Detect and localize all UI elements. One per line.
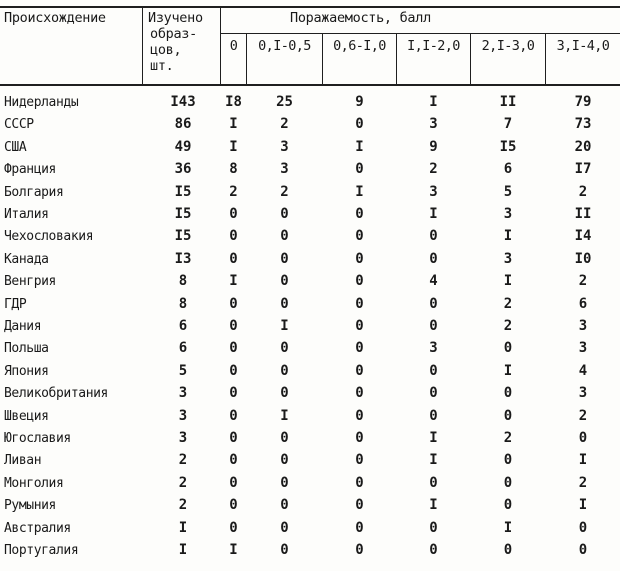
- studied-cell: 36: [174, 161, 192, 177]
- damage-cell-5: 73: [574, 116, 592, 132]
- country-cell: Венгрия: [4, 274, 56, 289]
- damage-cell-2: 0: [355, 161, 364, 177]
- studied-cell: 2: [178, 497, 188, 513]
- damage-cell-2: 0: [355, 452, 364, 468]
- table-row: [0, 540, 620, 561]
- damage-cell-2: 9: [355, 94, 364, 110]
- damage-header: Поражаемость, балл: [290, 10, 431, 26]
- studied-cell: 8: [178, 273, 188, 289]
- table-row: [0, 338, 620, 359]
- damage-cell-1: I: [280, 408, 289, 424]
- damage-cell-5: I4: [574, 228, 592, 244]
- country-cell: Великобритания: [4, 386, 108, 401]
- damage-cell-1: 3: [280, 161, 289, 177]
- damage-cell-3: 0: [429, 542, 438, 558]
- damage-cell-5: I: [578, 452, 588, 468]
- damage-cell-0: I: [229, 116, 238, 132]
- studied-cell: 6: [178, 318, 188, 334]
- damage-cell-0: 0: [229, 363, 238, 379]
- damage-cell-1: I: [280, 318, 289, 334]
- damage-cell-3: 0: [429, 520, 438, 536]
- damage-cell-1: 0: [280, 452, 289, 468]
- damage-cell-5: 0: [578, 430, 588, 446]
- studied-cell: 2: [178, 452, 188, 468]
- damage-cell-2: 0: [355, 363, 364, 379]
- damage-cell-4: 3: [503, 206, 513, 222]
- damage-col-header: 2,I-3,0: [481, 38, 535, 54]
- country-cell: США: [4, 140, 27, 155]
- damage-cell-3: 0: [429, 228, 438, 244]
- country-cell: Чехословакия: [4, 229, 94, 244]
- damage-cell-4: 0: [503, 385, 513, 401]
- damage-cell-1: 0: [280, 385, 289, 401]
- studied-cell: 86: [174, 116, 192, 132]
- subheader-rule: [220, 33, 620, 34]
- table-row: [0, 226, 620, 247]
- damage-cell-4: I5: [499, 139, 517, 155]
- damage-cell-4: I: [503, 520, 513, 536]
- table-row: [0, 495, 620, 516]
- damage-cell-1: 0: [280, 520, 289, 536]
- damage-cell-0: 0: [229, 520, 238, 536]
- country-cell: Монголия: [4, 476, 64, 491]
- damage-cell-2: 0: [355, 273, 364, 289]
- damage-col-header: 0,I-0,5: [258, 38, 311, 54]
- damage-cell-4: I: [503, 228, 513, 244]
- damage-cell-0: 8: [229, 161, 238, 177]
- damage-cell-3: I: [429, 497, 438, 513]
- damage-cell-0: I8: [225, 94, 242, 110]
- damage-cell-1: 3: [280, 139, 289, 155]
- damage-cell-5: 79: [574, 94, 592, 110]
- damage-cell-4: I: [503, 273, 513, 289]
- studied-cell: I5: [174, 184, 192, 200]
- damage-cell-2: 0: [355, 408, 364, 424]
- damage-cell-4: 5: [503, 184, 513, 200]
- studied-cell: 3: [178, 408, 188, 424]
- damage-cell-5: II: [574, 206, 592, 222]
- damage-cell-5: 3: [578, 385, 588, 401]
- damage-cell-1: 0: [280, 296, 289, 312]
- damage-cell-3: 9: [429, 139, 438, 155]
- country-cell: Болгария: [4, 185, 64, 200]
- damage-col-header: 0,6-I,0: [333, 38, 386, 54]
- damage-cell-2: 0: [355, 520, 364, 536]
- damage-cell-2: 0: [355, 475, 364, 491]
- damage-cell-2: 0: [355, 296, 364, 312]
- table-row: [0, 473, 620, 494]
- damage-cell-5: 2: [578, 273, 588, 289]
- studied-cell: I5: [174, 228, 192, 244]
- damage-cell-3: 3: [429, 116, 438, 132]
- table-row: [0, 316, 620, 337]
- damage-cell-1: 0: [280, 497, 289, 513]
- damage-cell-0: I: [229, 273, 238, 289]
- studied-cell: 6: [178, 340, 188, 356]
- damage-cell-0: 0: [229, 452, 238, 468]
- damage-cell-5: 0: [578, 520, 588, 536]
- damage-cell-1: 0: [280, 228, 289, 244]
- studied-cell: I: [178, 542, 188, 558]
- studied-cell: 49: [174, 139, 192, 155]
- damage-cell-1: 0: [280, 430, 289, 446]
- damage-cell-1: 0: [280, 475, 289, 491]
- damage-cell-2: 0: [355, 542, 364, 558]
- damage-cell-2: 0: [355, 430, 364, 446]
- damage-cell-3: 2: [429, 161, 438, 177]
- damage-cell-2: I: [355, 184, 364, 200]
- damage-cell-3: 0: [429, 363, 438, 379]
- damage-cell-2: 0: [355, 340, 364, 356]
- damage-cell-3: 3: [429, 184, 438, 200]
- country-cell: Канада: [4, 252, 49, 267]
- damage-cell-0: 0: [229, 408, 238, 424]
- damage-cell-5: 6: [578, 296, 588, 312]
- country-cell: СССР: [4, 117, 34, 132]
- damage-cell-3: I: [429, 452, 438, 468]
- table-row: [0, 361, 620, 382]
- damage-cell-4: 0: [503, 497, 513, 513]
- studied-cell: I43: [170, 94, 196, 110]
- damage-cell-0: 0: [229, 475, 238, 491]
- header-bottom-rule: [0, 84, 620, 86]
- damage-cell-5: I: [578, 497, 588, 513]
- damage-cell-0: 0: [229, 296, 238, 312]
- damage-cell-3: 0: [429, 408, 438, 424]
- damage-cell-4: 6: [503, 161, 513, 177]
- studied-cell: 3: [178, 430, 188, 446]
- damage-cell-4: 7: [503, 116, 513, 132]
- damage-cell-5: 2: [578, 408, 588, 424]
- damage-cell-4: 3: [503, 251, 513, 267]
- country-cell: Франция: [4, 162, 56, 177]
- damage-cell-5: I7: [574, 161, 592, 177]
- studied-cell: I5: [174, 206, 192, 222]
- country-cell: ГДР: [4, 297, 27, 312]
- damage-cell-0: 0: [229, 385, 238, 401]
- damage-cell-2: 0: [355, 206, 364, 222]
- studied-header-line-4: шт.: [150, 58, 174, 74]
- table-row: [0, 406, 620, 427]
- damage-col-header: 0: [229, 38, 238, 54]
- damage-cell-0: I: [229, 542, 238, 558]
- col-rule-origin: [142, 7, 143, 86]
- origin-header: Происхождение: [4, 10, 106, 26]
- damage-cell-4: 0: [503, 475, 513, 491]
- damage-cell-3: I: [429, 430, 438, 446]
- damage-cell-3: 0: [429, 251, 438, 267]
- damage-cell-4: 0: [503, 340, 513, 356]
- studied-header-line-3: цов,: [150, 42, 182, 58]
- damage-col-header: 3,I-4,0: [556, 38, 610, 54]
- damage-cell-2: 0: [355, 497, 364, 513]
- damage-cell-5: I0: [574, 251, 592, 267]
- damage-cell-0: 0: [229, 251, 238, 267]
- damage-cell-0: 0: [229, 497, 238, 513]
- studied-cell: 2: [178, 475, 188, 491]
- table-row: [0, 137, 620, 158]
- damage-cell-4: I: [503, 363, 513, 379]
- country-cell: Нидерланды: [4, 95, 79, 110]
- studied-cell: I3: [174, 251, 192, 267]
- damage-cell-4: 0: [503, 408, 513, 424]
- studied-cell: 5: [178, 363, 188, 379]
- table-row: [0, 92, 620, 113]
- damage-cell-3: 0: [429, 296, 438, 312]
- damage-cell-3: 0: [429, 385, 438, 401]
- damage-cell-5: 2: [578, 475, 588, 491]
- table-row: [0, 182, 620, 203]
- damage-cell-5: 3: [578, 318, 588, 334]
- damage-cell-0: 0: [229, 206, 238, 222]
- damage-cell-2: 0: [355, 318, 364, 334]
- damage-cell-3: I: [429, 94, 438, 110]
- damage-cell-1: 0: [280, 340, 289, 356]
- top-rule: [0, 6, 620, 8]
- damage-cell-4: II: [499, 94, 517, 110]
- studied-cell: 3: [178, 385, 188, 401]
- studied-cell: I: [178, 520, 188, 536]
- country-cell: Польша: [4, 341, 49, 356]
- table-row: [0, 204, 620, 225]
- country-cell: Югославия: [4, 431, 71, 446]
- damage-col-header: I,I-2,0: [407, 38, 460, 54]
- damage-cell-0: 0: [229, 228, 238, 244]
- damage-cell-2: I: [355, 139, 364, 155]
- damage-cell-0: 0: [229, 340, 238, 356]
- damage-cell-1: 2: [280, 184, 289, 200]
- damage-cell-4: 2: [503, 318, 513, 334]
- table-row: [0, 383, 620, 404]
- damage-cell-1: 0: [280, 363, 289, 379]
- country-cell: Ливан: [4, 453, 42, 468]
- country-cell: Австралия: [4, 521, 71, 536]
- table-row: [0, 114, 620, 135]
- damage-cell-1: 2: [280, 116, 289, 132]
- damage-cell-2: 0: [355, 228, 364, 244]
- table-row: [0, 159, 620, 180]
- damage-cell-0: 0: [229, 430, 238, 446]
- damage-cell-1: 0: [280, 251, 289, 267]
- table-row: [0, 428, 620, 449]
- studied-header-line-1: Изучено: [148, 10, 203, 26]
- damage-cell-3: 4: [429, 273, 438, 289]
- damage-cell-3: 0: [429, 475, 438, 491]
- table-row: [0, 518, 620, 539]
- damage-cell-2: 0: [355, 385, 364, 401]
- table-row: [0, 294, 620, 315]
- damage-cell-4: 2: [503, 430, 513, 446]
- damage-cell-0: I: [229, 139, 238, 155]
- damage-cell-0: 0: [229, 318, 238, 334]
- damage-cell-3: I: [429, 206, 438, 222]
- damage-cell-4: 0: [503, 542, 513, 558]
- damage-cell-4: 0: [503, 452, 513, 468]
- table-row: [0, 271, 620, 292]
- country-cell: Италия: [4, 207, 49, 222]
- country-cell: Румыния: [4, 498, 56, 513]
- damage-cell-0: 2: [229, 184, 238, 200]
- damage-cell-1: 0: [280, 273, 289, 289]
- damage-cell-1: 0: [280, 542, 289, 558]
- country-cell: Япония: [4, 364, 49, 379]
- damage-cell-5: 3: [578, 340, 588, 356]
- damage-cell-5: 0: [578, 542, 588, 558]
- damage-cell-5: 20: [574, 139, 592, 155]
- table-row: [0, 249, 620, 270]
- damage-cell-1: 25: [276, 94, 293, 110]
- damage-cell-2: 0: [355, 116, 364, 132]
- damage-cell-2: 0: [355, 251, 364, 267]
- country-cell: Дания: [4, 319, 42, 334]
- country-cell: Португалия: [4, 543, 79, 558]
- damage-cell-5: 4: [578, 363, 588, 379]
- damage-cell-3: 3: [429, 340, 438, 356]
- damage-cell-1: 0: [280, 206, 289, 222]
- studied-header-line-2: образ-: [150, 26, 197, 42]
- damage-cell-5: 2: [578, 184, 588, 200]
- damage-cell-4: 2: [503, 296, 513, 312]
- table-row: [0, 450, 620, 471]
- damage-cell-3: 0: [429, 318, 438, 334]
- country-cell: Швеция: [4, 409, 49, 424]
- studied-cell: 8: [178, 296, 188, 312]
